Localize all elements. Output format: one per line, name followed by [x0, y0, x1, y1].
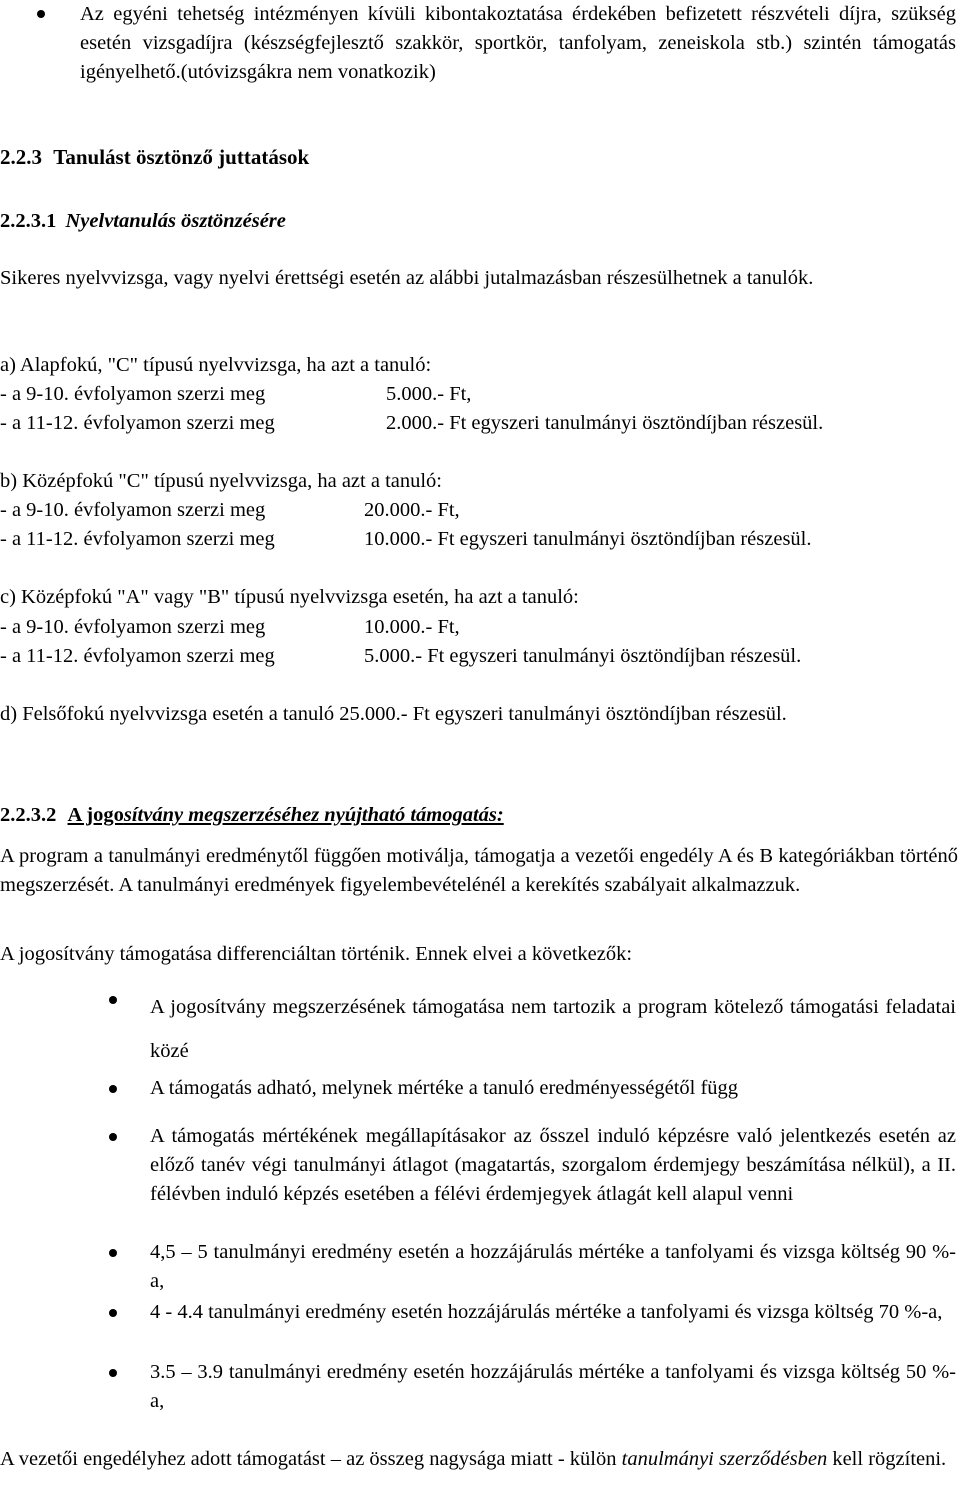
- award-row-amount: 20.000.- Ft,: [364, 499, 460, 521]
- bullet-icon: [109, 1133, 117, 1141]
- bullet-icon: [109, 996, 117, 1004]
- award-row-label: - a 9-10. évfolyamon szerzi meg: [0, 383, 266, 405]
- closing-paragraph: [0, 1445, 958, 1474]
- principle-item: A támogatás adható, melynek mértéke a tanuló eredményességétől függ: [150, 1077, 739, 1099]
- award-row-label: - a 11-12. évfolyamon szerzi meg: [0, 645, 275, 667]
- bullet-icon: [109, 1085, 117, 1093]
- section-2232-para1: A program a tanulmányi eredménytől függően motiválja, támogatja a vezetői engedély A és B kategóriákban történő megszerzését. A tanulmányi eredmények figyelembevételénél a kerekítés szabályait alkalmazzuk.: [0, 845, 958, 896]
- award-row-label: - a 11-12. évfolyamon szerzi meg: [0, 412, 275, 434]
- closing-part3: kell rögzíteni.: [827, 1448, 947, 1470]
- intro-bullet-text: Az egyéni tehetség intézményen kívüli kibontakoztatása érdekében befizetett részvételi díjra, szükség esetén vizsgadíjra (készségfejlesztő szakkör, sportkör, tanfolyam, zeneiskola stb.) szintén támogatás igényelhető.(utóvizsgákra nem vonatkozik): [80, 3, 956, 83]
- award-b-heading: b) Középfokú "C" típusú nyelvvizsga, ha azt a tanuló:: [0, 470, 443, 492]
- award-b-row-2: [0, 525, 958, 554]
- award-a-heading: a) Alapfokú, "C" típusú nyelvvizsga, ha azt a tanuló:: [0, 354, 432, 376]
- award-b-row-1: [0, 496, 958, 525]
- section-2232-title-part1: A jogo: [67, 804, 124, 826]
- bullet-icon: [37, 10, 45, 18]
- principle-item: 4,5 – 5 tanulmányi eredmény esetén a hozzájárulás mértéke a tanfolyami és vizsga költség 90 %-a,: [150, 1241, 956, 1292]
- bullet-icon: [109, 1369, 117, 1377]
- closing-part2: tanulmányi szerződésben: [621, 1448, 828, 1470]
- section-223-heading: [0, 143, 958, 172]
- principle-item: 3.5 – 3.9 tanulmányi eredmény esetén hozzájárulás mértéke a tanfolyami és vizsga költség 50 %-a,: [150, 1361, 956, 1412]
- section-223-title: Tanulást ösztönző juttatások: [53, 145, 310, 169]
- award-d-text: d) Felsőfokú nyelvvizsga esetén a tanuló 25.000.- Ft egyszeri tanulmányi ösztöndíjban részesül.: [0, 703, 787, 725]
- principle-item: A jogosítvány megszerzésének támogatása nem tartozik a program kötelező támogatási feladatai közé: [150, 996, 956, 1062]
- section-2231-number: 2.2.3.1: [0, 210, 57, 232]
- award-a-row-1: [0, 380, 958, 409]
- section-2231-title: Nyelvtanulás ösztönzésére: [65, 210, 286, 232]
- award-row-label: - a 11-12. évfolyamon szerzi meg: [0, 528, 275, 550]
- bullet-icon: [109, 1249, 117, 1257]
- award-row-label: - a 9-10. évfolyamon szerzi meg: [0, 499, 266, 521]
- section-2232-heading: [0, 801, 958, 830]
- section-2231-intro: Sikeres nyelvvizsga, vagy nyelvi érettségi esetén az alábbi jutalmazásban részesülhetnek a tanulók.: [0, 267, 814, 289]
- award-c-heading: c) Középfokú "A" vagy "B" típusú nyelvvizsga esetén, ha azt a tanuló:: [0, 586, 579, 608]
- principle-item: 4 - 4.4 tanulmányi eredmény esetén hozzájárulás mértéke a tanfolyami és vizsga költség 70 %-a,: [150, 1301, 943, 1323]
- award-row-amount: 5.000.- Ft egyszeri tanulmányi ösztöndíjban részesül.: [364, 645, 802, 667]
- section-223-number: 2.2.3: [0, 145, 42, 169]
- section-2232-para2: A jogosítvány támogatása differenciáltan történik. Ennek elvei a következők:: [0, 943, 633, 965]
- closing-part1: A vezetői engedélyhez adott támogatást – az összeg nagysága miatt - külön: [0, 1448, 622, 1470]
- section-2231-heading: [0, 207, 958, 236]
- principle-item: A támogatás mértékének megállapításakor az ősszel induló képzésre való jelentkezés esetén az előző tanév végi tanulmányi átlagot (magatartás, szorgalom érdemjegy beszámítása nélkül), a II. félévben induló képzés esetében a félévi érdemjegyek átlagát kell alapul venni: [150, 1125, 956, 1205]
- award-row-amount: 5.000.- Ft,: [386, 383, 472, 405]
- award-row-amount: 10.000.- Ft egyszeri tanulmányi ösztöndíjban részesül.: [364, 528, 812, 550]
- award-c-row-1: [0, 613, 958, 642]
- section-2232-title-part2: sítvány megszerzéséhez nyújtható támogatás:: [123, 804, 504, 826]
- award-row-amount: 2.000.- Ft egyszeri tanulmányi ösztöndíjban részesül.: [386, 412, 824, 434]
- award-row-label: - a 9-10. évfolyamon szerzi meg: [0, 616, 266, 638]
- award-row-amount: 10.000.- Ft,: [364, 616, 460, 638]
- section-2232-number: 2.2.3.2: [0, 804, 57, 826]
- bullet-icon: [109, 1309, 117, 1317]
- award-a-row-2: [0, 409, 958, 438]
- award-c-row-2: [0, 642, 958, 671]
